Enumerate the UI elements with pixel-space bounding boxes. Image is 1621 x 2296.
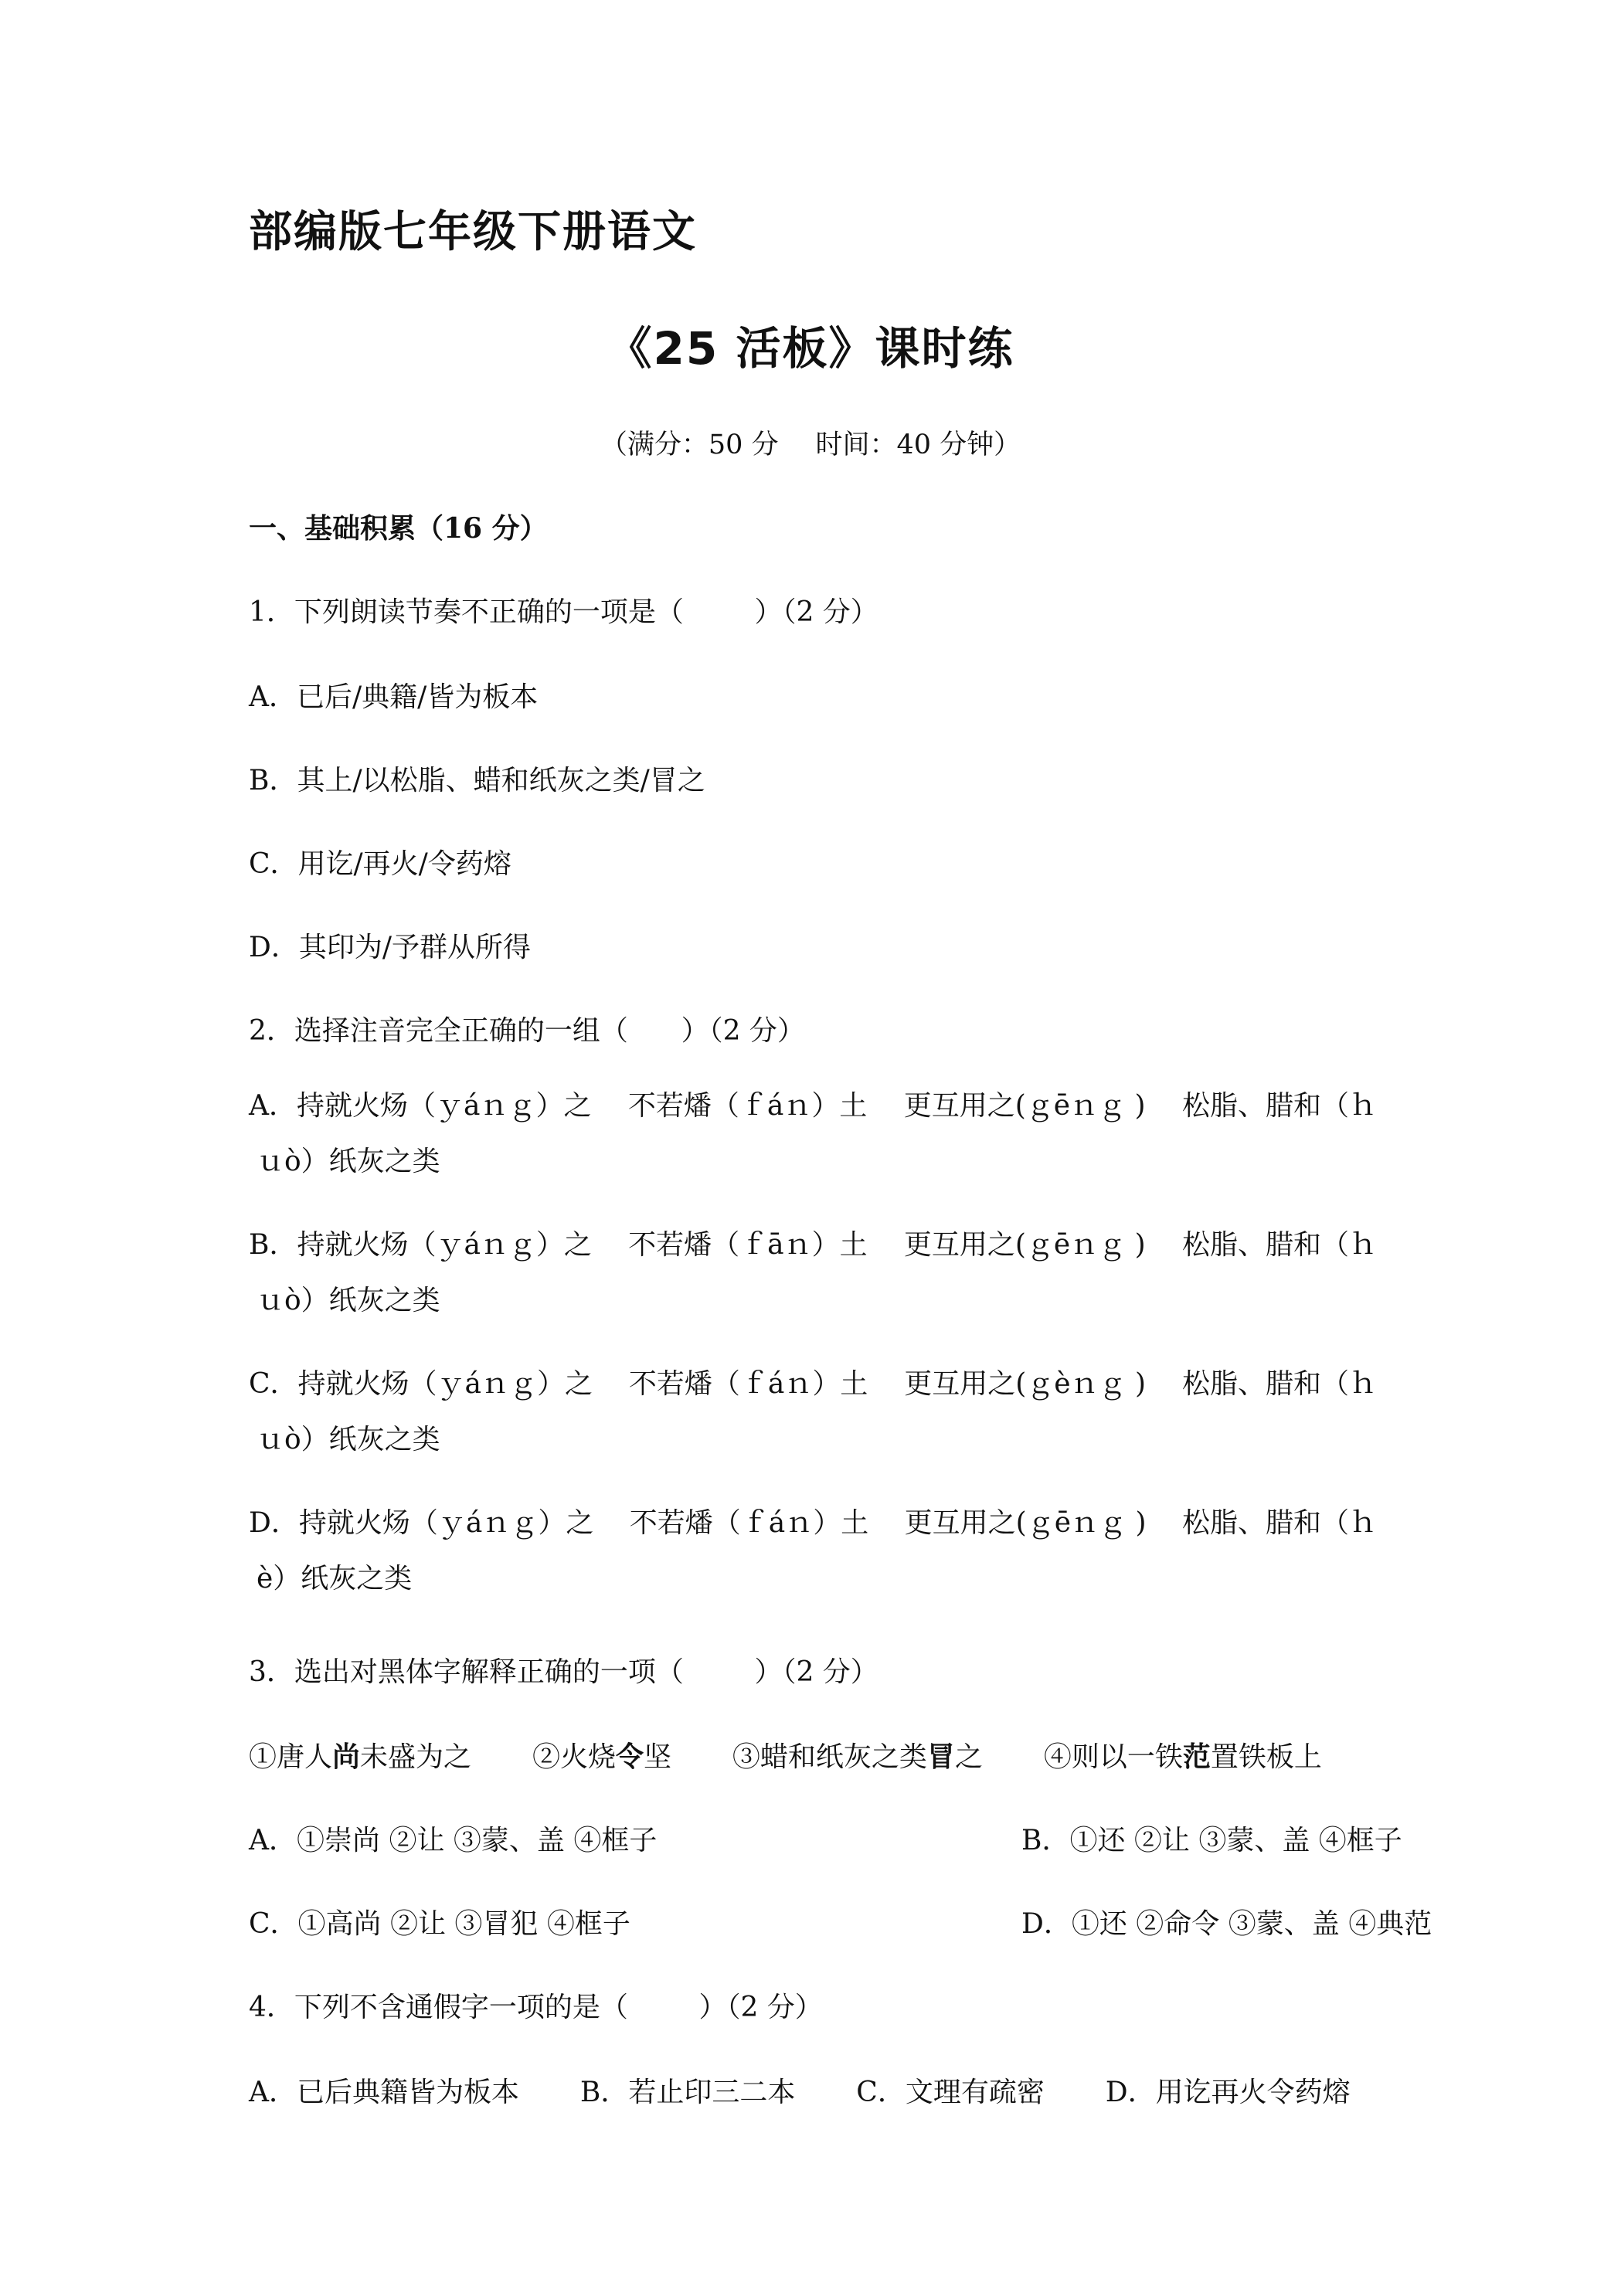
option-continuation: ｕò）纸灰之类 bbox=[257, 1285, 440, 1316]
question-3-options-row-1 bbox=[249, 1819, 1402, 1858]
option-line bbox=[249, 1078, 1377, 1134]
option-part: 松脂、腊和（ｈ bbox=[1181, 1368, 1377, 1400]
time-limit: 时间：40 分钟） bbox=[815, 430, 1021, 460]
full-score: （满分：50 分 bbox=[600, 430, 779, 460]
question-2-stem: 2．选择注音完全正确的一组（ ）（2 分） bbox=[249, 1015, 805, 1047]
option-part: 不若燔（ｆáｎ）土 bbox=[628, 1368, 868, 1400]
item-1: ①唐人尚未盛为之 bbox=[249, 1741, 472, 1773]
bold-char: 范 bbox=[1182, 1741, 1211, 1773]
section-heading: 一、基础积累（16 分） bbox=[249, 512, 548, 545]
bold-char: 令 bbox=[615, 1741, 644, 1773]
question-3-option-c: C．①高尚 ②让 ③冒犯 ④框子 bbox=[249, 1908, 630, 1940]
question-1-stem: 1．下列朗读节奏不正确的一项是（ ）（2 分） bbox=[249, 596, 878, 628]
option-continuation: ｕò）纸灰之类 bbox=[257, 1146, 440, 1177]
question-3-option-d: D．①还 ②命令 ③蒙、盖 ④典范 bbox=[1021, 1908, 1432, 1940]
item-3: ③蜡和纸灰之类冒之 bbox=[732, 1741, 983, 1773]
option-part: B．持就火炀（ｙáｎｇ）之 bbox=[249, 1229, 592, 1261]
question-1-option-d: D．其印为/予群从所得 bbox=[249, 932, 531, 963]
option-part: D．持就火炀（ｙáｎｇ）之 bbox=[249, 1507, 594, 1539]
item-2: ②火烧令坚 bbox=[532, 1741, 671, 1773]
question-3-options-row-2 bbox=[249, 1902, 1432, 1941]
question-4-option-d: D．用讫再火令药熔 bbox=[1105, 2077, 1351, 2108]
option-part: 不若燔（ｆāｎ）土 bbox=[628, 1229, 868, 1261]
score-time-line bbox=[0, 423, 1621, 462]
question-4-option-c: C．文理有疏密 bbox=[856, 2077, 1045, 2108]
question-2-option-a bbox=[249, 1078, 1377, 1190]
option-part: 松脂、腊和（ｈ bbox=[1181, 1229, 1377, 1261]
option-part: 更互用之(ｇēｎｇ ) bbox=[903, 1229, 1146, 1261]
question-4-stem: 4．下列不含通假字一项的是（ ）（2 分） bbox=[249, 1992, 823, 2023]
option-part: 不若燔（ｆáｎ）土 bbox=[629, 1507, 869, 1539]
bold-char: 尚 bbox=[332, 1741, 361, 1773]
option-part: 更互用之(ｇēｎｇ ) bbox=[904, 1507, 1147, 1539]
option-part: 不若燔（ｆáｎ）土 bbox=[627, 1090, 868, 1122]
question-3-option-a: A．①崇尚 ②让 ③蒙、盖 ④框子 bbox=[249, 1825, 658, 1856]
question-3-items bbox=[249, 1735, 1322, 1775]
lesson-title: 《25 活板》课时练 bbox=[607, 322, 1014, 375]
question-2-option-c bbox=[249, 1357, 1377, 1468]
bold-char: 冒 bbox=[926, 1741, 955, 1773]
question-4-option-a: A．已后典籍皆为板本 bbox=[249, 2077, 519, 2108]
option-line bbox=[249, 1357, 1377, 1412]
question-1-option-c: C．用讫/再火/令药熔 bbox=[249, 848, 511, 880]
option-continuation: ｕò）纸灰之类 bbox=[257, 1424, 440, 1455]
option-line bbox=[249, 1218, 1377, 1273]
question-2-option-d bbox=[249, 1496, 1377, 1607]
option-part: 松脂、腊和（ｈ bbox=[1181, 1090, 1377, 1122]
question-1-option-a: A．已后/典籍/皆为板本 bbox=[249, 681, 539, 713]
option-part: A．持就火炀（ｙáｎｇ）之 bbox=[249, 1090, 592, 1122]
option-part: 更互用之(ｇèｎｇ ) bbox=[904, 1368, 1147, 1400]
question-1-option-b: B．其上/以松脂、蜡和纸灰之类/冒之 bbox=[249, 765, 705, 796]
option-line bbox=[249, 1496, 1377, 1551]
item-4: ④则以一铁范置铁板上 bbox=[1043, 1741, 1322, 1773]
question-2-option-b bbox=[249, 1218, 1377, 1329]
question-3-stem: 3．选出对黑体字解释正确的一项（ ）（2 分） bbox=[249, 1656, 878, 1688]
question-4-option-b: B．若止印三二本 bbox=[579, 2077, 796, 2108]
option-continuation: è）纸灰之类 bbox=[257, 1563, 413, 1595]
question-4-options bbox=[249, 2070, 1351, 2110]
option-part: 更互用之(ｇēｎｇ ) bbox=[903, 1090, 1146, 1122]
option-part: C．持就火炀（ｙáｎｇ）之 bbox=[249, 1368, 593, 1400]
question-3-option-b: B．①还 ②让 ③蒙、盖 ④框子 bbox=[1021, 1825, 1402, 1856]
series-title: 部编版七年级下册语文 bbox=[249, 207, 697, 257]
option-part: 松脂、腊和（ｈ bbox=[1181, 1507, 1377, 1539]
